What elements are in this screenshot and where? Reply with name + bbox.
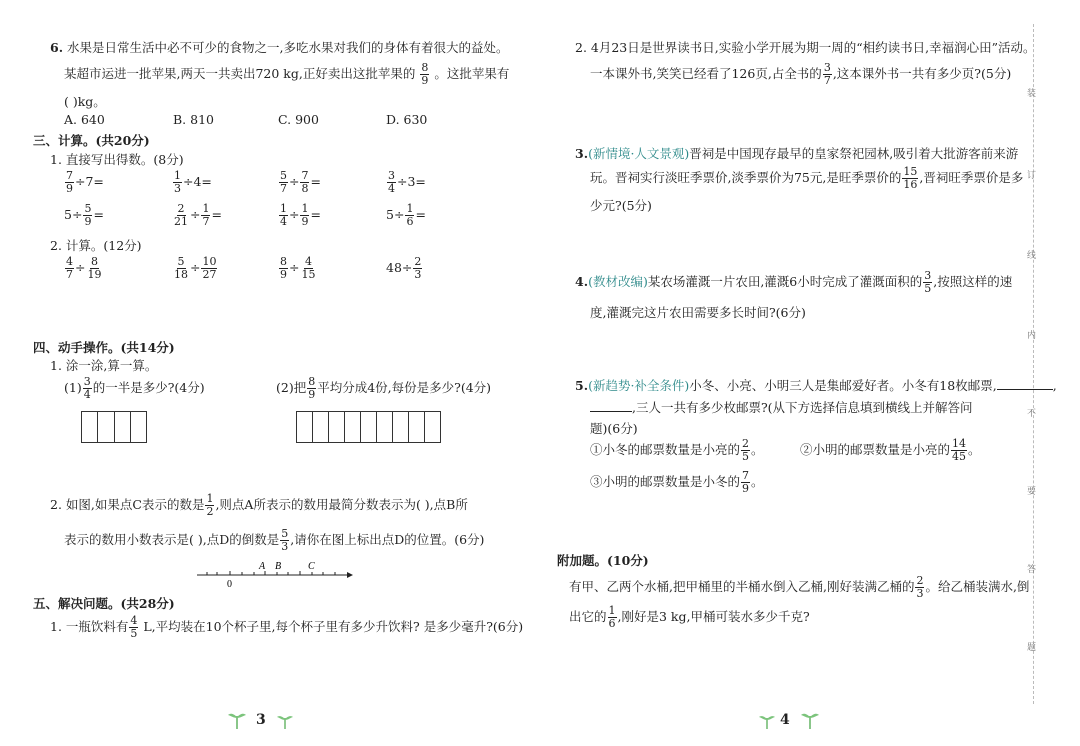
- q3-line2: [590, 166, 1023, 191]
- section4-part2-line1: [50, 493, 468, 518]
- numerator: 8: [308, 375, 316, 388]
- q6-number: 6.: [50, 40, 64, 55]
- text: 。: [751, 474, 764, 489]
- grid-cell[interactable]: [115, 412, 131, 442]
- q6-text1: 水果是日常生活中必不可少的食物之一,多吃水果对我们的身体有着很大的益处。: [67, 40, 509, 55]
- operator-text: ÷4=: [183, 174, 212, 189]
- sub-label: (1): [64, 380, 82, 395]
- calc-item: [278, 256, 317, 281]
- denominator: 6: [406, 215, 414, 228]
- fraction: [129, 615, 138, 640]
- sub-text: 的一半是多少?(4分): [92, 380, 205, 395]
- calc-item: [64, 256, 103, 281]
- question-tag: (教材改编): [588, 274, 648, 289]
- fraction: [741, 438, 750, 463]
- fraction: [902, 166, 918, 191]
- equals-sign: =: [211, 207, 222, 222]
- option-a[interactable]: A. 640: [64, 112, 105, 127]
- numerator: 3: [388, 169, 395, 182]
- binding-char: 内: [1027, 331, 1037, 341]
- sub-text: 平均分成4份,每份是多少?(4分): [317, 380, 492, 395]
- fraction: [279, 203, 288, 228]
- calc-item: [278, 170, 321, 195]
- fraction: [201, 203, 210, 228]
- text: 。给乙桶装满水,倒: [925, 579, 1030, 594]
- denominator: 7: [66, 268, 73, 281]
- section4-sub2: [276, 376, 491, 401]
- page-number-right: 4: [780, 712, 790, 728]
- operator-text: ÷: [289, 207, 300, 222]
- operator-text: ÷3=: [397, 174, 426, 189]
- ticks: [207, 571, 335, 575]
- numerator: 4: [66, 255, 73, 268]
- question-number: 5.: [575, 378, 589, 393]
- sub-label: (2)把: [276, 380, 307, 395]
- fraction: [279, 170, 288, 195]
- numerator: 2: [414, 255, 422, 268]
- denominator: 19: [87, 268, 102, 281]
- denominator: 9: [742, 482, 750, 495]
- fraction: [300, 256, 316, 281]
- text: ,晋祠旺季票价是多: [919, 170, 1024, 185]
- binding-line: [1033, 24, 1035, 704]
- numerator: 1: [608, 604, 616, 617]
- fraction: [923, 270, 932, 295]
- operator-text: 48÷: [386, 260, 413, 275]
- numerator: 5: [84, 202, 92, 215]
- denominator: 7: [280, 182, 287, 195]
- fraction-grid-ninths[interactable]: [296, 411, 441, 443]
- q6-line1: [50, 38, 509, 56]
- grid-cell[interactable]: [329, 412, 345, 442]
- text: 1. 一瓶饮料有: [50, 619, 129, 634]
- label-zero: 0: [227, 579, 232, 590]
- section3-part1: 1. 直接写出得数。(8分): [50, 152, 184, 167]
- text: 。: [751, 442, 764, 457]
- q5-choice3[interactable]: [590, 470, 764, 495]
- fraction-grid-quarters[interactable]: [81, 411, 147, 443]
- fraction: [280, 528, 289, 553]
- denominator: 9: [301, 215, 309, 228]
- fraction: [823, 62, 832, 87]
- denominator: 9: [280, 268, 287, 281]
- fraction: [86, 256, 102, 281]
- denominator: 16: [903, 178, 918, 191]
- text: 某农场灌溉一片农田,灌溉6小时完成了灌溉面积的: [647, 274, 923, 289]
- binding-char: 要: [1027, 487, 1037, 497]
- section4-part2-line2: [64, 528, 484, 553]
- text: 表示的数用小数表示是( ),点D的倒数是: [64, 532, 280, 547]
- question-number: 4.: [575, 274, 589, 289]
- numerator: 2: [916, 574, 924, 587]
- fraction: [300, 203, 309, 228]
- sprout-icon: [276, 710, 294, 730]
- fraction: [173, 256, 189, 281]
- denominator: 6: [608, 617, 616, 630]
- fraction: [741, 470, 750, 495]
- grid-cell[interactable]: [313, 412, 329, 442]
- q5-line2: [590, 398, 973, 416]
- q3-line1: [575, 144, 1018, 162]
- numerator: 1: [202, 202, 210, 215]
- operator-text: ÷7=: [75, 174, 104, 189]
- label-b: B: [275, 561, 282, 572]
- binding-char: 题: [1027, 643, 1037, 653]
- fraction: [205, 493, 214, 518]
- q3-line3: 少元?(5分): [590, 198, 652, 213]
- numerator: 10: [202, 255, 217, 268]
- numerator: 5: [177, 255, 185, 268]
- numerator: 4: [130, 614, 138, 627]
- extra-line1: [569, 575, 1029, 600]
- section3-title: 三、计算。(共20分): [33, 133, 150, 148]
- denominator: 4: [280, 215, 287, 228]
- text: ,三人一共有多少枚邮票?(从下方选择信息填到横线上并解答问: [632, 400, 973, 415]
- calc-item: [172, 203, 222, 228]
- page-number-left: 3: [256, 712, 266, 728]
- q2-line1: 2. 4月23日是世界读书日,实验小学开展为期一周的“相约读书日,幸福润心田”活动。: [575, 40, 1036, 55]
- section4-sub1: [64, 376, 205, 401]
- numerator: 8: [421, 61, 429, 74]
- text: 玩。晋祠实行淡旺季票价,淡季票价为75元,是旺季票价的: [590, 170, 902, 185]
- operator-text: 5÷: [64, 207, 83, 222]
- binding-char: 答: [1027, 565, 1037, 575]
- numerator: 15: [903, 165, 918, 178]
- comma: ,: [1052, 378, 1057, 393]
- calc-item: [64, 170, 104, 195]
- operator-text: 5÷: [386, 207, 405, 222]
- grid-cell[interactable]: [409, 412, 425, 442]
- equals-sign: =: [93, 207, 104, 222]
- numerator: 3: [83, 375, 91, 388]
- equals-sign: =: [310, 207, 321, 222]
- denominator: 5: [742, 450, 750, 463]
- text: ②小明的邮票数量是小亮的: [800, 442, 951, 457]
- number-line[interactable]: [195, 560, 355, 590]
- grid-cell[interactable]: [393, 412, 409, 442]
- fraction: [83, 203, 92, 228]
- fraction: [65, 256, 74, 281]
- text: ,按照这样的速: [933, 274, 1013, 289]
- calc-item: [386, 203, 426, 228]
- text: 2. 如图,如果点C表示的数是: [50, 497, 205, 512]
- text: ,则点A所表示的数用最简分数表示为( ),点B所: [215, 497, 468, 512]
- section5-q1: [50, 615, 523, 640]
- calc-item: [64, 203, 104, 228]
- q5-line1: [575, 376, 1057, 394]
- question-tag: (新情境·人文景观): [588, 146, 690, 161]
- denominator: 5: [924, 282, 932, 295]
- numerator: 8: [90, 255, 98, 268]
- numerator: 1: [301, 202, 309, 215]
- fraction: [608, 605, 617, 630]
- equals-sign: =: [310, 174, 321, 189]
- denominator: 9: [66, 182, 73, 195]
- text: 小冬、小亮、小明三人是集邮爱好者。小冬有18枚邮票,: [689, 378, 997, 393]
- section4-part1: 1. 涂一涂,算一算。: [50, 358, 158, 373]
- section3-part2: 2. 计算。(12分): [50, 238, 142, 253]
- fraction: [201, 256, 217, 281]
- denominator: 9: [84, 215, 92, 228]
- grid-cell[interactable]: [297, 412, 313, 442]
- q4-line2: 度,灌溉完这片农田需要多长时间?(6分): [590, 305, 806, 320]
- denominator: 8: [301, 182, 309, 195]
- fraction: [173, 170, 182, 195]
- text: ,这本课外书一共有多少页?(5分): [832, 66, 1012, 81]
- numerator: 7: [742, 469, 750, 482]
- fill-blank[interactable]: [590, 411, 632, 412]
- arrow-head: [347, 572, 353, 578]
- operator-text: ÷: [289, 260, 300, 275]
- calc-item: [386, 256, 423, 281]
- q6-line2: [64, 62, 509, 87]
- numerator: 3: [924, 269, 932, 282]
- equals-sign: =: [415, 207, 426, 222]
- denominator: 21: [174, 215, 188, 228]
- binding-char: 订: [1027, 171, 1037, 181]
- numerator: 1: [280, 202, 287, 215]
- text: ,刚好是3 kg,甲桶可装水多少千克?: [617, 609, 810, 624]
- q2-line2: [590, 62, 1011, 87]
- text: ,请你在图上标出点D的位置。(6分): [290, 532, 485, 547]
- denominator: 3: [414, 268, 422, 281]
- numerator: 3: [823, 61, 831, 74]
- text: 晋祠是中国现存最早的皇家祭祀园林,吸引着大批游客前来游: [689, 146, 1019, 161]
- section4-title: 四、动手操作。(共14分): [33, 340, 175, 355]
- denominator: 15: [301, 268, 316, 281]
- grid-cell[interactable]: [361, 412, 377, 442]
- denominator: 3: [916, 587, 924, 600]
- fraction: [915, 575, 924, 600]
- q6-options: [64, 112, 464, 128]
- denominator: 3: [281, 540, 289, 553]
- label-c: C: [308, 561, 315, 572]
- q5-choice2[interactable]: [800, 438, 981, 463]
- denominator: 45: [952, 450, 967, 463]
- operator-text: ÷: [289, 174, 300, 189]
- operator-text: ÷: [190, 207, 201, 222]
- binding-char: 不: [1027, 409, 1037, 419]
- calc-item: [172, 170, 212, 195]
- calc-item: [278, 203, 321, 228]
- numerator: 2: [742, 437, 750, 450]
- numerator: 8: [280, 255, 287, 268]
- extra-title: 附加题。(10分): [557, 553, 649, 568]
- numerator: 5: [281, 527, 289, 540]
- fraction: [405, 203, 414, 228]
- fraction: [300, 170, 309, 195]
- numerator: 1: [174, 169, 181, 182]
- grid-cell[interactable]: [345, 412, 361, 442]
- section5-title: 五、解决问题。(共28分): [33, 596, 175, 611]
- numerator: 7: [301, 169, 309, 182]
- grid-cell[interactable]: [98, 412, 114, 442]
- fraction: [173, 203, 189, 228]
- fraction: [307, 376, 316, 401]
- numerator: 14: [952, 437, 967, 450]
- numerator: 7: [66, 169, 73, 182]
- option-d[interactable]: D. 630: [386, 112, 428, 127]
- question-number: 3.: [575, 146, 589, 161]
- calc-item: [172, 256, 218, 281]
- text: 出它的: [569, 609, 607, 624]
- denominator: 4: [388, 182, 395, 195]
- sprout-icon: [800, 708, 820, 730]
- numerator: 4: [304, 255, 312, 268]
- numerator: 2: [177, 202, 185, 215]
- calc-item: [386, 170, 426, 195]
- denominator: 18: [174, 268, 188, 281]
- denominator: 9: [308, 388, 316, 401]
- q5-choice1[interactable]: [590, 438, 764, 463]
- grid-cell[interactable]: [131, 412, 146, 442]
- denominator: 27: [202, 268, 217, 281]
- numerator: 1: [406, 202, 414, 215]
- operator-text: ÷: [75, 260, 86, 275]
- text: ③小明的邮票数量是小冬的: [590, 474, 741, 489]
- denominator: 7: [823, 74, 831, 87]
- option-c[interactable]: C. 900: [278, 112, 319, 127]
- label-a: A: [259, 561, 266, 572]
- sprout-icon: [227, 708, 247, 730]
- fraction: [83, 376, 92, 401]
- numerator: 1: [206, 492, 214, 505]
- grid-cell[interactable]: [82, 412, 98, 442]
- binding-char: 线: [1027, 251, 1037, 261]
- extra-line2: [569, 605, 810, 630]
- text: ①小冬的邮票数量是小亮的: [590, 442, 741, 457]
- denominator: 3: [174, 182, 181, 195]
- fraction: [65, 170, 74, 195]
- denominator: 5: [130, 627, 138, 640]
- fill-blank[interactable]: [997, 389, 1053, 390]
- text: 有甲、乙两个水桶,把甲桶里的半桶水倒入乙桶,刚好装满乙桶的: [569, 579, 915, 594]
- sprout-icon: [758, 710, 776, 730]
- q6-answer-blank[interactable]: ( )kg。: [64, 94, 106, 109]
- fraction: [413, 256, 422, 281]
- numerator: 5: [280, 169, 287, 182]
- grid-cell[interactable]: [425, 412, 440, 442]
- question-tag: (新趋势·补全条件): [588, 378, 690, 393]
- denominator: 9: [421, 74, 429, 87]
- q6-text3: 。这批苹果有: [434, 66, 510, 81]
- text: L,平均装在10个杯子里,每个杯子里有多少升饮料? 是多少毫升?(6分): [139, 619, 524, 634]
- fraction: [420, 62, 429, 87]
- fraction: [279, 256, 288, 281]
- q4-line1: [575, 270, 1012, 295]
- grid-cell[interactable]: [377, 412, 393, 442]
- denominator: 2: [206, 505, 214, 518]
- fraction: [387, 170, 396, 195]
- text: 一本课外书,笑笑已经看了126页,占全书的: [590, 66, 822, 81]
- denominator: 4: [83, 388, 91, 401]
- option-b[interactable]: B. 810: [173, 112, 214, 127]
- q5-line3: 题)(6分): [590, 421, 638, 436]
- denominator: 7: [202, 215, 210, 228]
- q6-text2: 某超市运进一批苹果,两天一共卖出720 kg,正好卖出这批苹果的: [64, 66, 416, 81]
- operator-text: ÷: [190, 260, 201, 275]
- binding-char: 装: [1027, 89, 1037, 99]
- fraction: [951, 438, 967, 463]
- text: 。: [968, 442, 981, 457]
